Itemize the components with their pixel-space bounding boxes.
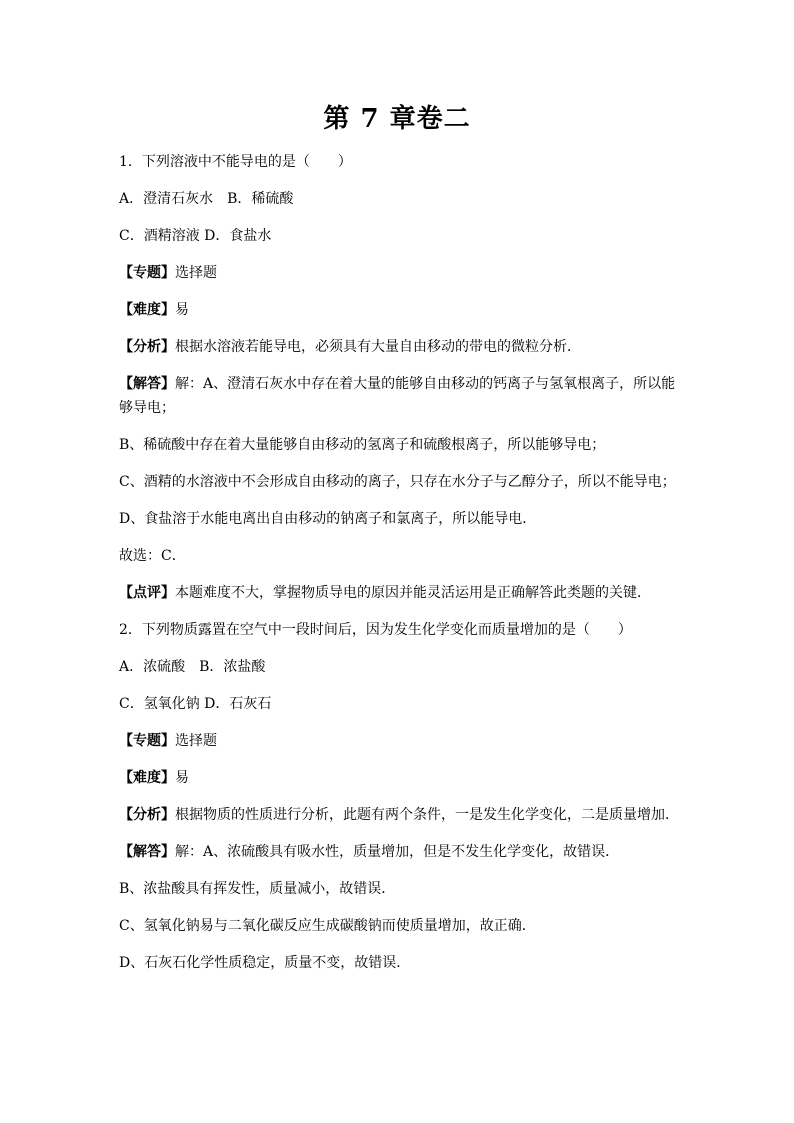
answer-tag: 【解答】	[119, 376, 175, 392]
comment-text: 本题难度不大，掌握物质导电的原因并能灵活运用是正确解答此类题的关键．	[175, 585, 651, 601]
document-body	[119, 150, 679, 988]
page-title: 第 7 章卷二	[323, 104, 471, 134]
question-2-answer	[119, 840, 679, 864]
question-2-stem: 2．下列物质露置在空气中一段时间后，因为发生化学变化而质量增加的是（ ）	[119, 622, 632, 638]
question-1-answer-c: C、酒精的水溶液中不会形成自由移动的离子，只存在水分子与乙醇分子，所以不能导电；	[119, 474, 676, 490]
question-1-answer-b: B、稀硫酸中存在着大量能够自由移动的氢离子和硫酸根离子，所以能够导电；	[119, 437, 606, 453]
question-1-difficulty	[119, 298, 679, 322]
question-2-difficulty	[119, 766, 679, 790]
question-1-stem: 1．下列溶液中不能导电的是（ ）	[119, 154, 352, 170]
analysis-tag: 【分析】	[119, 807, 175, 823]
question-1-topic	[119, 261, 679, 285]
question-1-analysis	[119, 335, 679, 359]
analysis-tag: 【分析】	[119, 339, 175, 355]
question-2-answer-c: C、氢氧化钠易与二氧化碳反应生成碳酸钠而使质量增加，故正确．	[119, 918, 536, 934]
question-2-options-ab: A．浓硫酸 B．浓盐酸	[119, 659, 266, 675]
question-2-options-cd: C．氢氧化钠 D．石灰石	[119, 696, 272, 712]
question-2-answer-d: D、石灰石化学性质稳定，质量不变，故错误．	[119, 955, 411, 971]
topic-tag: 【专题】	[119, 265, 175, 281]
question-1-answer	[119, 372, 679, 420]
question-1-comment	[119, 581, 679, 605]
question-1-answer-d: D、食盐溶于水能电离出自由移动的钠离子和氯离子，所以能导电．	[119, 511, 537, 527]
topic-tag: 【专题】	[119, 733, 175, 749]
question-1-options-cd: C．酒精溶液 D．食盐水	[119, 228, 272, 244]
topic-text: 选择题	[175, 733, 217, 749]
question-1-options-ab: A．澄清石灰水 B．稀硫酸	[119, 191, 294, 207]
difficulty-text: 易	[175, 770, 189, 786]
difficulty-tag: 【难度】	[119, 770, 175, 786]
question-2-analysis	[119, 803, 679, 827]
question-2-topic	[119, 729, 679, 753]
answer-text: 解：A、浓硫酸具有吸水性，质量增加，但是不发生化学变化，故错误．	[175, 844, 620, 860]
comment-tag: 【点评】	[119, 585, 175, 601]
question-1-choice: 故选：C．	[119, 548, 186, 564]
difficulty-tag: 【难度】	[119, 302, 175, 318]
analysis-text: 根据物质的性质进行分析，此题有两个条件，一是发生化学变化，二是质量增加．	[175, 807, 679, 823]
question-2-answer-b: B、浓盐酸具有挥发性，质量减小，故错误．	[119, 881, 396, 897]
difficulty-text: 易	[175, 302, 189, 318]
answer-tag: 【解答】	[119, 844, 175, 860]
topic-text: 选择题	[175, 265, 217, 281]
answer-text: 解：A、澄清石灰水中存在着大量的能够自由移动的钙离子与氢氧根离子，所以能够导电；	[119, 376, 676, 416]
analysis-text: 根据水溶液若能导电，必须具有大量自由移动的带电的微粒分析．	[175, 339, 581, 355]
